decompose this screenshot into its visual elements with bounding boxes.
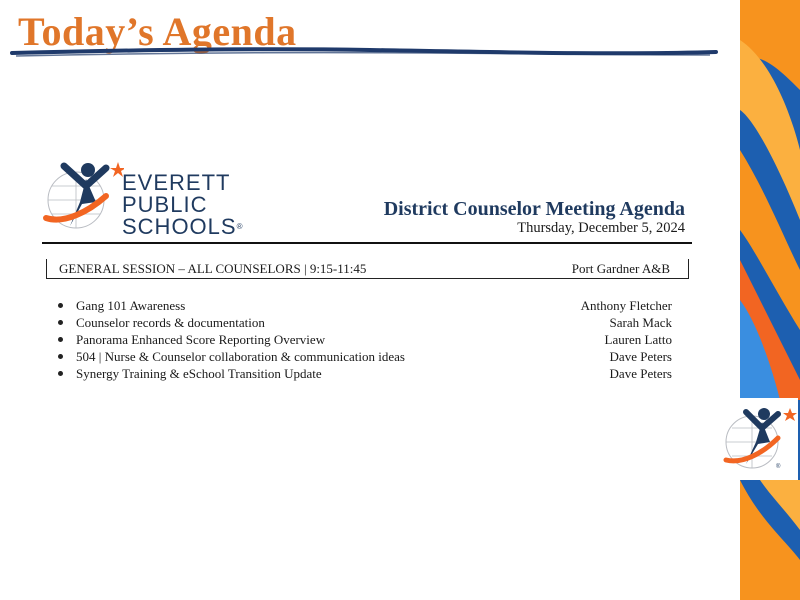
- agenda-item-presenter: Sarah Mack: [609, 315, 672, 330]
- session-title: GENERAL SESSION – ALL COUNSELORS | 9:15-11:45: [59, 261, 367, 276]
- agenda-item-title: Gang 101 Awareness: [76, 298, 186, 313]
- brand-line-schools: SCHOOLS®: [122, 214, 243, 239]
- session-header: [46, 259, 689, 279]
- bullet-icon: [58, 303, 63, 308]
- agenda-item-presenter: Anthony Fletcher: [580, 298, 672, 313]
- list-item: [58, 349, 672, 366]
- bullet-icon: [58, 320, 63, 325]
- bullet-icon: [58, 371, 63, 376]
- agenda-date: Thursday, December 5, 2024: [517, 220, 685, 236]
- agenda-list: [58, 298, 672, 383]
- brand-line-public: PUBLIC: [122, 192, 208, 217]
- registered-mark: ®: [236, 222, 243, 231]
- svg-text:®: ®: [776, 464, 781, 470]
- list-item: [58, 366, 672, 383]
- list-item: [58, 332, 672, 349]
- list-item: [58, 298, 672, 315]
- side-decorative-strip: [740, 0, 800, 600]
- header-divider: [42, 242, 692, 244]
- bullet-icon: [58, 337, 63, 342]
- slide-title: Today’s Agenda: [18, 9, 297, 54]
- agenda-item-title: 504 | Nurse & Counselor collaboration & communication ideas: [76, 349, 405, 364]
- everett-logo-icon: [40, 156, 124, 236]
- session-room: Port Gardner A&B: [571, 261, 670, 276]
- agenda-item-presenter: Dave Peters: [609, 366, 672, 381]
- brand-line-everett: EVERETT: [122, 170, 231, 195]
- agenda-item-presenter: Dave Peters: [609, 349, 672, 364]
- agenda-item-title: Counselor records & documentation: [76, 315, 265, 330]
- agenda-item-presenter: Lauren Latto: [604, 332, 672, 347]
- side-logo-icon: [718, 398, 798, 480]
- agenda-item-title: Synergy Training & eSchool Transition Update: [76, 366, 322, 381]
- list-item: [58, 315, 672, 332]
- agenda-title: District Counselor Meeting Agenda: [383, 198, 685, 220]
- title-underline: [10, 44, 720, 60]
- agenda-item-title: Panorama Enhanced Score Reporting Overview: [76, 332, 326, 347]
- bullet-icon: [58, 354, 63, 359]
